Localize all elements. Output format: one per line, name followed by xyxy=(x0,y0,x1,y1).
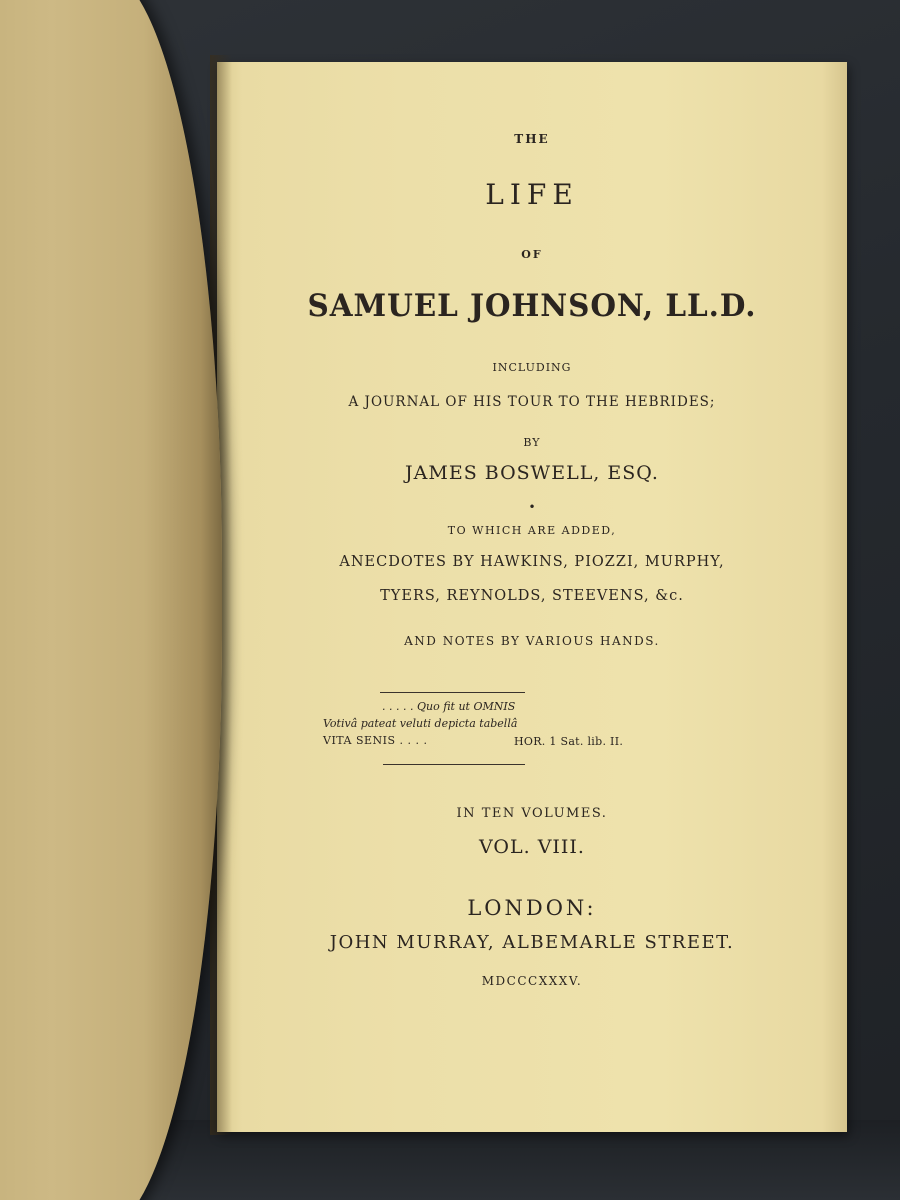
epigraph-rule-bottom xyxy=(383,764,525,765)
title-of: OF xyxy=(521,248,543,261)
ornament-dot: • xyxy=(528,500,536,514)
epigraph-line-3: VITA SENIS . . . . xyxy=(323,734,428,747)
left-page xyxy=(0,0,222,1200)
by-line: BY xyxy=(523,436,541,449)
place-of-publication: LONDON: xyxy=(467,896,597,920)
journal-line: A JOURNAL OF HIS TOUR TO THE HEBRIDES; xyxy=(348,394,716,410)
epigraph-line-2: Votivâ pateat veluti depicta tabellâ xyxy=(323,717,518,730)
anecdotes-line-2: TYERS, REYNOLDS, STEEVENS, &c. xyxy=(380,588,684,604)
epigraph-citation: HOR. 1 Sat. lib. II. xyxy=(514,735,624,748)
title-the: THE xyxy=(514,132,550,146)
including-line: INCLUDING xyxy=(492,361,572,374)
epigraph-line-1: . . . . . Quo fit ut OMNIS xyxy=(382,700,516,713)
volumes-line: IN TEN VOLUMES. xyxy=(456,806,608,821)
title-life: LIFE xyxy=(485,178,579,211)
epigraph-rule-top xyxy=(380,692,525,693)
notes-line: AND NOTES BY VARIOUS HANDS. xyxy=(404,634,660,648)
author-name: JAMES BOSWELL, ESQ. xyxy=(405,462,659,484)
title-subject-name: SAMUEL JOHNSON, LL.D. xyxy=(307,288,757,324)
publisher-line: JOHN MURRAY, ALBEMARLE STREET. xyxy=(329,932,735,953)
anecdotes-line-1: ANECDOTES BY HAWKINS, PIOZZI, MURPHY, xyxy=(339,554,725,570)
publication-year: MDCCCXXXV. xyxy=(481,974,583,988)
book-board-edge xyxy=(120,1120,900,1200)
volume-number: VOL. VIII. xyxy=(479,836,585,858)
added-line: TO WHICH ARE ADDED, xyxy=(447,524,617,537)
